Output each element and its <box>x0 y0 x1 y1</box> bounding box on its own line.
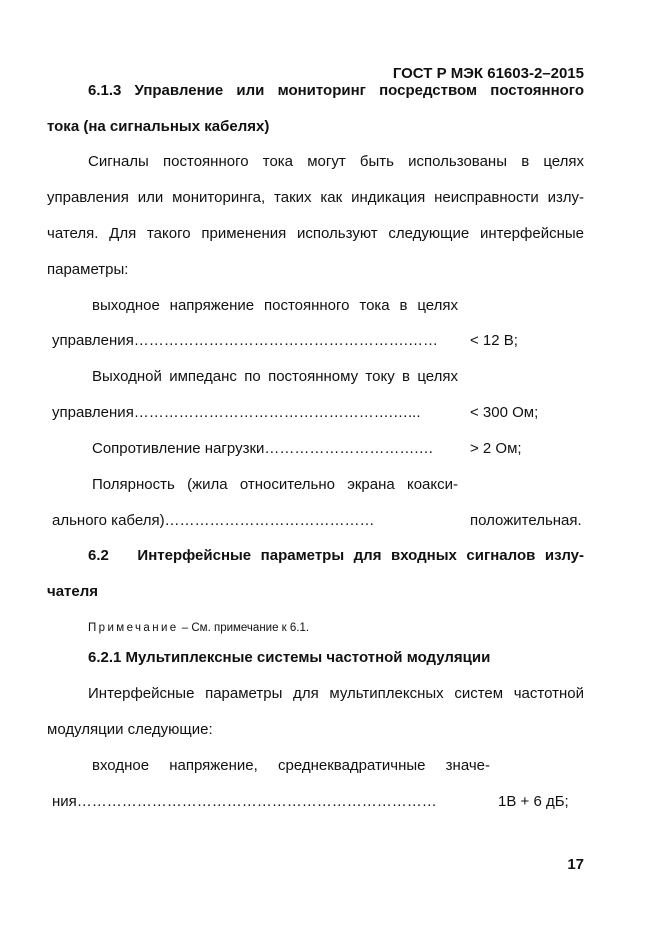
param-label: входное напряжение, среднеквадратичные значе- <box>92 757 490 774</box>
param-label: управления……………………………………………….…… <box>52 332 438 349</box>
note <box>88 619 309 637</box>
param-value: 1В + 6 дБ; <box>498 793 569 810</box>
param-value: < 300 Ом; <box>470 404 539 421</box>
standard-header: ГОСТ Р МЭК 61603-2–2015 <box>392 65 584 82</box>
param-value: положительная. <box>470 512 582 529</box>
section-6-1-3-heading-line2: тока (на сигнальных кабелях) <box>47 118 270 135</box>
note-text: – См. примечание к 6.1. <box>178 622 310 634</box>
section-6-2-1-heading: 6.2.1 Мультиплексные системы частотной модуляции <box>88 649 491 666</box>
param-label: Сопротивление нагрузки………………………….… <box>92 440 434 457</box>
paragraph-line: чателя. Для такого применения используют следующие интерфейсные <box>47 225 584 242</box>
paragraph-line: Сигналы постоянного тока могут быть использованы в целях <box>88 153 584 170</box>
paragraph-line: управления или мониторинга, таких как индикация неисправности излу- <box>47 189 584 206</box>
paragraph-line: Интерфейсные параметры для мультиплексных систем частотной <box>88 685 584 702</box>
param-label: выходное напряжение постоянного тока в целях <box>92 297 458 314</box>
section-6-2-heading-line2: чателя <box>47 583 99 600</box>
section-6-1-3-heading-line1: 6.1.3 Управление или мониторинг посредством постоянного <box>88 82 584 99</box>
param-label: управления…………………………………………….…... <box>52 404 421 421</box>
param-label: ального кабеля)…………………………………… <box>52 512 375 529</box>
param-value: < 12 В; <box>470 332 518 349</box>
paragraph-line: параметры: <box>47 261 129 278</box>
param-label: ния……………………………………………………………… <box>52 793 437 810</box>
param-value: > 2 Ом; <box>470 440 522 457</box>
section-6-2-heading-line1: 6.2 Интерфейсные параметры для входных сигналов излу- <box>88 547 584 564</box>
param-label: Выходной импеданс по постоянному току в целях <box>92 368 458 385</box>
paragraph-line: модуляции следующие: <box>47 721 213 738</box>
page-number: 17 <box>567 856 584 873</box>
param-label: Полярность (жила относительно экрана коакси- <box>92 476 458 493</box>
note-label: Примечание <box>88 622 179 634</box>
